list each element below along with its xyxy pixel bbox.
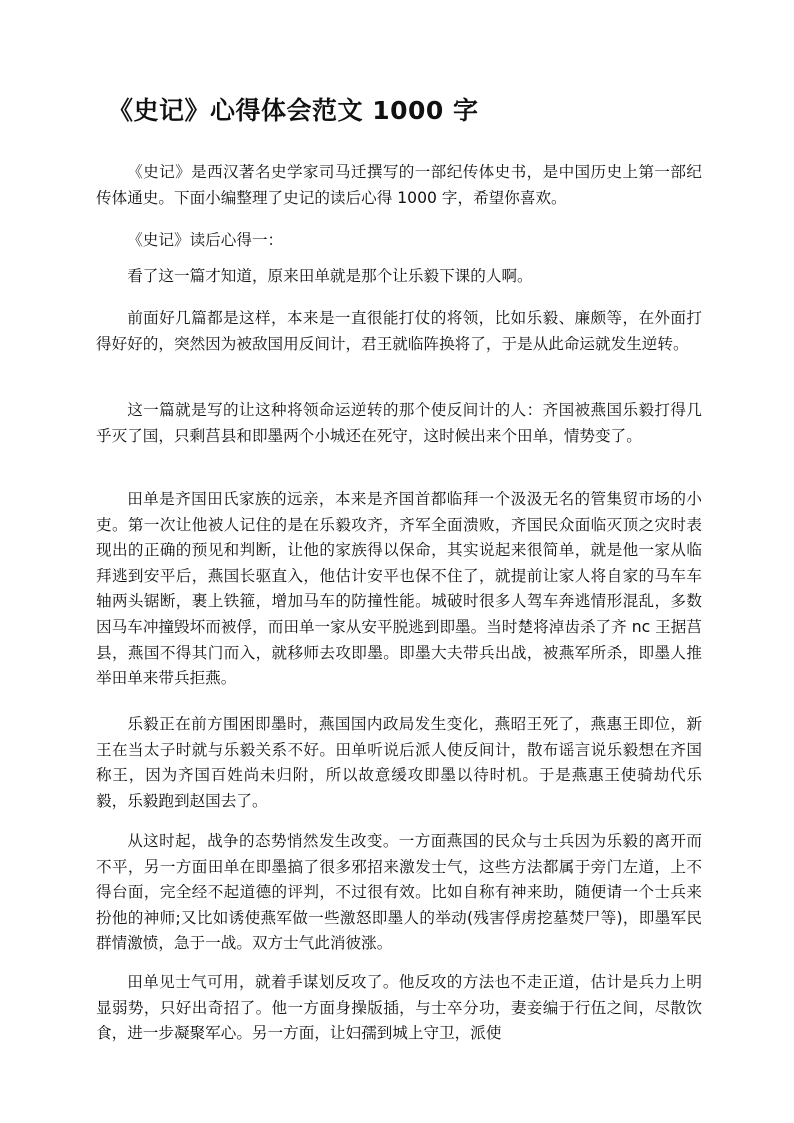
paragraph: 田单见士气可用，就着手谋划反攻了。他反攻的方法也不走正道，估计是兵力上明显弱势，只好出奇招了。他一方面身操版插，与士卒分功，妻妾编于行伍之间，尽散饮食，进一步凝聚军心。另一方面，让妇孺到城上守卫，派使: [96, 973, 702, 1043]
paragraph: 乐毅正在前方围困即墨时，燕国国内政局发生变化，燕昭王死了，燕惠王即位，新王在当太子时就与乐毅关系不好。田单听说后派人使反间计，散布谣言说乐毅想在齐国称王，因为齐国百姓尚未归附，所以故意缓攻即墨以待时机。于是燕惠王使骑劫代乐毅，乐毅跑到赵国去了。: [96, 715, 702, 810]
paragraph-intro: 《史记》是西汉著名史学家司马迁撰写的一部纪传体史书，是中国历史上第一部纪传体通史。下面小编整理了史记的读后心得 1000 字，希望你喜欢。: [96, 163, 702, 207]
paragraph: 从这时起，战争的态势悄然发生改变。一方面燕国的民众与士兵因为乐毅的离开而不平，另一方面田单在即墨搞了很多邪招来激发士气，这些方法都属于旁门左道，上不得台面，完全经不起道德的评判，不过很有效。比如自称有神来助，随便请一个士兵来扮他的神师;又比如诱使燕军做一些激怒即墨人的举动(残害俘虏挖墓焚尸等)，即墨军民群情激愤，急于一战。双方士气此消彼涨。: [96, 832, 702, 953]
paragraph: 前面好几篇都是这样，本来是一直很能打仗的将领，比如乐毅、廉颇等，在外面打得好好的，突然因为被敌国用反间计，君王就临阵换将了，于是从此命运就发生逆转。: [96, 309, 702, 353]
page-title: 《史记》心得体会范文 1000 字: [108, 96, 479, 125]
paragraph: 看了这一篇才知道，原来田单就是那个让乐毅下课的人啊。: [127, 267, 533, 285]
paragraph: 田单是齐国田氏家族的远亲，本来是齐国首都临拜一个汲汲无名的管集贸市场的小吏。第一次让他被人记住的是在乐毅攻齐，齐军全面溃败，齐国民众面临灭顶之灾时表现出的正确的预见和判断，让他的家族得以保命，其实说起来很简单，就是他一家从临拜逃到安平后，燕国长驱直入，他估计安平也保不住了，就提前让家人将自家的马车车轴两头锯断，裹上铁箍，增加马车的防撞性能。城破时很多人驾车奔逃情形混乱，多数因马车冲撞毁坏而被俘，而田单一家从安平脱逃到即墨。当时楚将淖齿杀了齐 nc 王据莒县，燕国不得其门而入，就移师去攻即墨。即墨大夫带兵出战，被燕军所杀，即墨人推举田单来带兵拒燕。: [96, 490, 702, 688]
paragraph: 这一篇就是写的让这种将领命运逆转的那个使反间计的人：齐国被燕国乐毅打得几乎灭了国，只剩莒县和即墨两个小城还在死守，这时候出来个田单，情势变了。: [96, 401, 702, 445]
paragraph-section-heading: 《史记》读后心得一：: [127, 231, 284, 249]
